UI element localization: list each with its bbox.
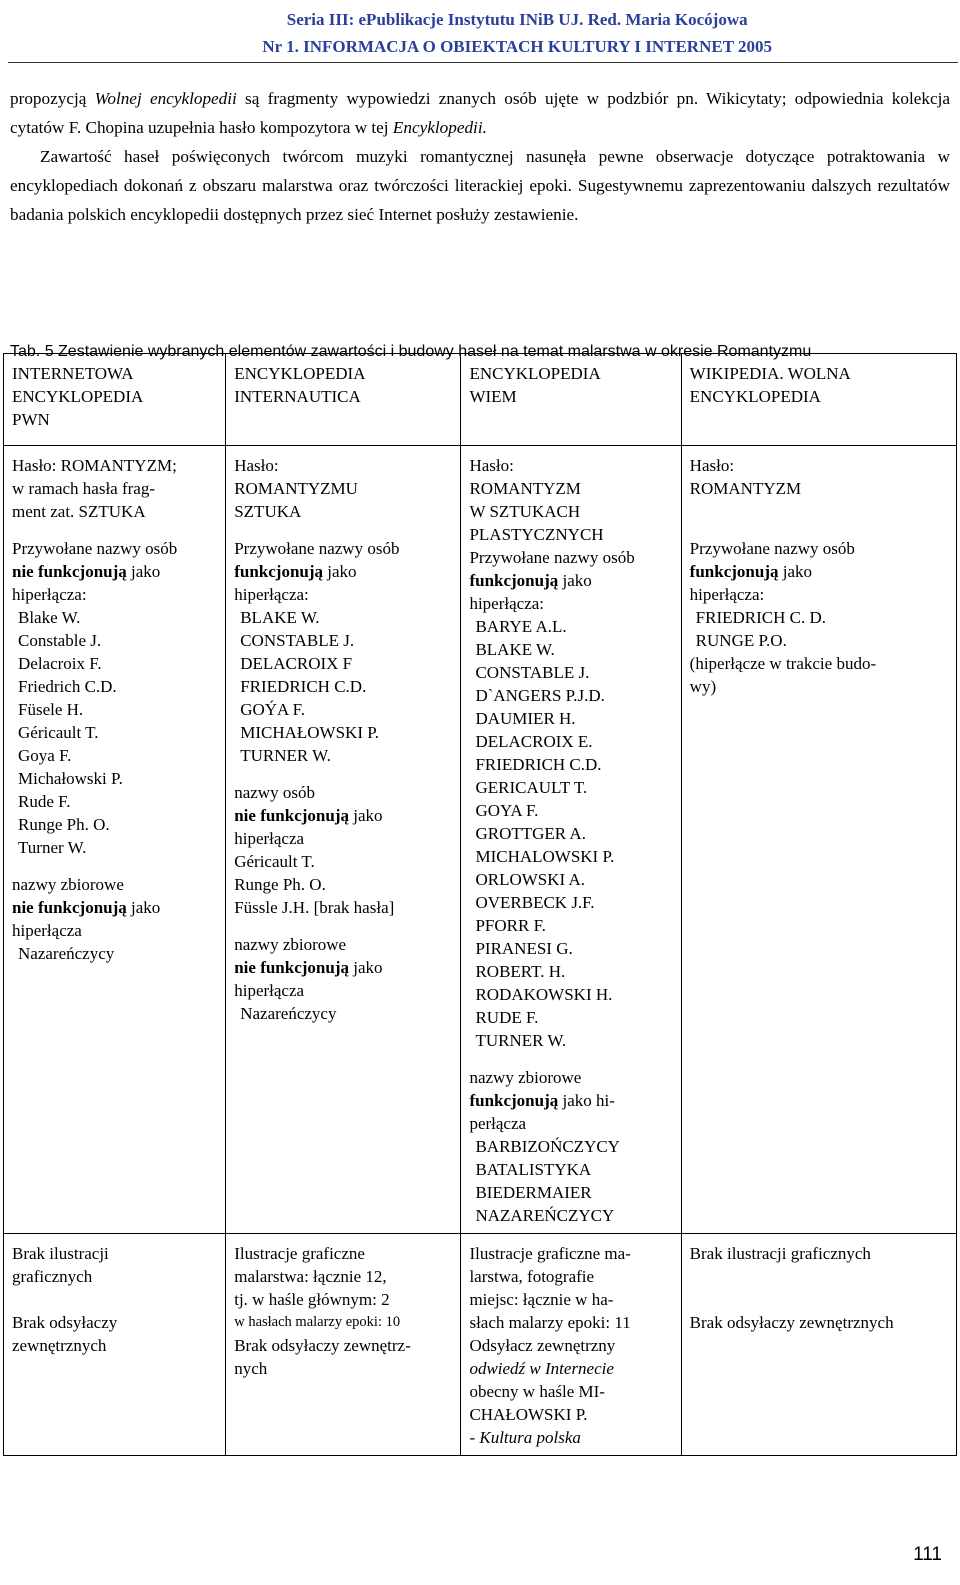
cell-internautica-content: Hasło: ROMANTYZMU SZTUKA Przywołane nazwy osób funkcjonują jako hiperłącza: BLAKE W. CONSTABLE J. DELACROIX F FRIEDRICH C.D. GOÝA F. MICHAŁOWSKI P. TURNER W. nazwy osób nie funkcjonują jako hiperłącza Géricault T. Runge Ph. O. Füssle J.H. [brak hasła] nazwy zbiorowe nie funkcjonują jako hiperłącza Nazareńczycy [226,446,461,1234]
table-caption: Tab. 5 Zestawienie wybranych elementów zawartości i budowy haseł na temat malarstwa w okresie Romantyzmu [10,343,812,360]
col-heading-wikipedia: WIKIPEDIA. WOLNA ENCYKLOPEDIA [681,354,956,446]
cell-wiem-content: Hasło: ROMANTYZM W SZTUKACH PLASTYCZNYCH Przywołane nazwy osób funkcjonują jako hiperłącza: BARYE A.L. BLAKE W. CONSTABLE J. D`ANGERS P.J.D. DAUMIER H. DELACROIX E. FRIEDRICH C.D. GERICAULT T. GOYA F. GROTTGER A. MICHALOWSKI P. ORLOWSKI A. OVERBECK J.F. PFORR F. PIRANESI G. ROBERT. H. RODAKOWSKI H. RUDE F. TURNER W. nazwy zbiorowe funkcjonują jako hi- perłącza BARBIZOŃCZYCY BATALISTYKA BIEDERMAIER NAZAREŃCZYCY [461,446,681,1234]
cell-wiem-notes: Ilustracje graficzne ma- larstwa, fotografie miejsc: łącznie w ha- słach malarzy epoki: 11 Odsyłacz zewnętrzny odwiedź w Internecie obecny w haśle MI- CHAŁOWSKI P. - Kultura polska [461,1234,681,1456]
header-issue: Nr 1. INFORMACJA O OBIEKTACH KULTURY I INTERNET 2005 [262,37,772,56]
cell-pwn-content: Hasło: ROMANTYZM; w ramach hasła frag- ment zat. SZTUKA Przywołane nazwy osób nie funkcjonują jako hiperłącza: Blake W. Constable J. Delacroix F. Friedrich C.D. Füsele H. Géricault T. Goya F. Michałowski P. Rude F. Runge Ph. O. Turner W. nazwy zbiorowe nie funkcjonują jako hiperłącza Nazareńczycy [4,446,226,1234]
cell-wikipedia-content: Hasło: ROMANTYZM Przywołane nazwy osób funkcjonują jako hiperłącza: FRIEDRICH C. D. RUNGE P.O. (hiperłącze w trakcie budo- wy) [681,446,956,1234]
table-content-row [4,446,957,1234]
col-heading-wiem: ENCYKLOPEDIA WIEM [461,354,681,446]
paragraph-2: Zawartość haseł poświęconych twórcom muzyki romantycznej nasunęła pewne obserwacje dotyczące potraktowania w encyklopediach dokonań z obszaru malarstwa oraz twórczości literackiej epoki. Sugestywnemu zaprezentowaniu dalszych rezultatów badania polskich encyklopedii dostępnych przez sieć Internet posłuży zestawienie. [10,147,950,224]
paragraph-1: propozycją Wolnej encyklopedii są fragmenty wypowiedzi znanych osób ujęte w podzbiór pn. Wikicytaty; odpowiednia kolekcja cytatów F. Chopina uzupełnia hasło kompozytora w tej Encyklopedii. [10,89,951,137]
body-text [10,84,950,229]
name-list: FRIEDRICH C. D. RUNGE P.O. [695,608,827,650]
running-header [262,6,772,60]
col-heading-pwn: INTERNETOWA ENCYKLOPEDIA PWN [4,354,226,446]
header-series: Seria III: ePublikacje Instytutu INiB UJ. Red. Maria Kocójowa [286,10,748,29]
cell-wikipedia-notes: Brak ilustracji graficznych Brak odsyłaczy zewnętrznych [681,1234,956,1456]
header-rule [8,62,958,63]
cell-internautica-notes: Ilustracje graficzne malarstwa: łącznie 12, tj. w haśle głównym: 2 w hasłach malarzy epoki: 10 Brak odsyłaczy zewnętrz- nych [226,1234,461,1456]
table-header-row [4,354,957,446]
cell-pwn-notes: Brak ilustracji graficznych Brak odsyłaczy zewnętrznych [4,1234,226,1456]
col-heading-internautica: ENCYKLOPEDIA INTERNAUTICA [226,354,461,446]
page-number: 111 [913,1544,942,1565]
name-list: BLAKE W. CONSTABLE J. DELACROIX F FRIEDRICH C.D. GOÝA F. MICHAŁOWSKI P. TURNER W. [240,608,380,765]
name-list: Blake W. Constable J. Delacroix F. Friedrich C.D. Füsele H. Géricault T. Goya F. Michałowski P. Rude F. Runge Ph. O. Turner W. [18,608,123,857]
comparison-table [3,353,957,1456]
name-list: BARYE A.L. BLAKE W. CONSTABLE J. D`ANGERS P.J.D. DAUMIER H. DELACROIX E. FRIEDRICH C.D. GERICAULT T. GOYA F. GROTTGER A. MICHALOWSKI P. ORLOWSKI A. OVERBECK J.F. PFORR F. PIRANESI G. ROBERT. H. RODAKOWSKI H. RUDE F. TURNER W. [475,617,615,1050]
table-footer-row [4,1234,957,1456]
